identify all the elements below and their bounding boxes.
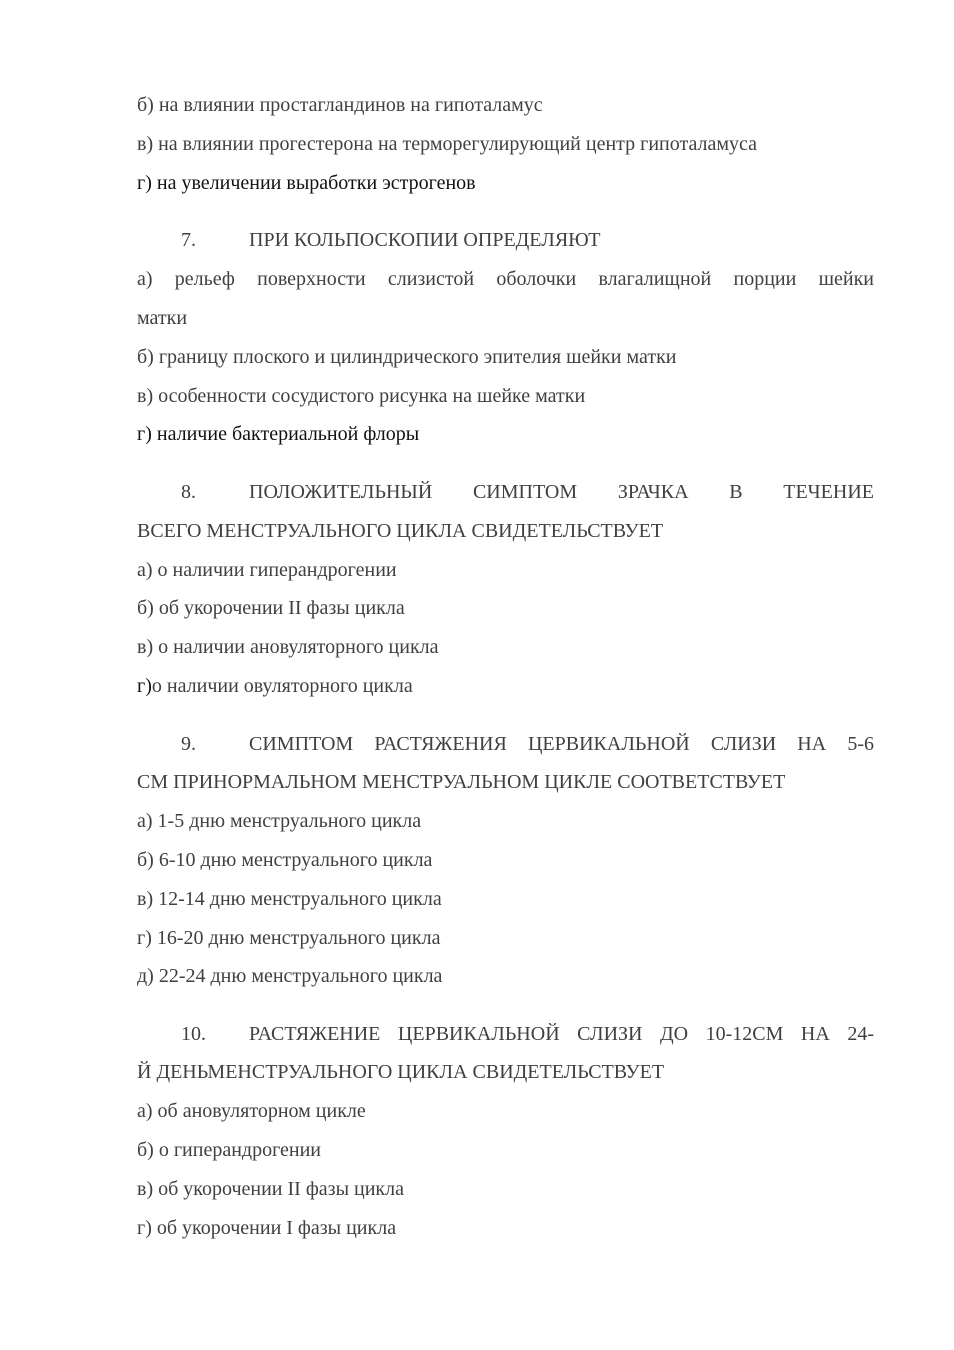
q9-option-a: а) 1-5 дню менструального цикла bbox=[137, 810, 422, 832]
q10-option-v: в) об укорочении II фазы цикла bbox=[137, 1178, 404, 1200]
q8-option-v: в) о наличии ановуляторного цикла bbox=[137, 636, 439, 658]
q9-option-d: д) 22-24 дню менструального цикла bbox=[137, 965, 443, 987]
q7-title: ПРИ КОЛЬПОСКОПИИ ОПРЕДЕЛЯЮТ bbox=[249, 229, 601, 251]
q10-title-line1: РАСТЯЖЕНИЕ ЦЕРВИКАЛЬНОЙ СЛИЗИ ДО 10-12СМ НА 24- bbox=[249, 1023, 874, 1045]
q10-heading-line1 bbox=[137, 1022, 874, 1046]
q9-heading-line1 bbox=[137, 732, 874, 756]
q8-title-line2: ВСЕГО МЕНСТРУАЛЬНОГО ЦИКЛА СВИДЕТЕЛЬСТВУЕТ bbox=[137, 520, 664, 542]
q8-option-g-text: о наличии овуляторного цикла bbox=[151, 675, 413, 697]
q9-option-b: б) 6-10 дню менструального цикла bbox=[137, 849, 433, 871]
q7-number: 7. bbox=[181, 229, 196, 251]
q6-option-v: в) на влиянии прогестерона на терморегулирующий центр гипоталамуса bbox=[137, 133, 758, 155]
q8-title-line1: ПОЛОЖИТЕЛЬНЫЙ СИМПТОМ ЗРАЧКА В ТЕЧЕНИЕ bbox=[249, 481, 874, 503]
q7-option-a-line2: матки bbox=[137, 307, 188, 329]
q8-number: 8. bbox=[181, 481, 196, 503]
q6-option-g: г) на увеличении выработки эстрогенов bbox=[137, 172, 476, 194]
q8-option-g-letter: г) bbox=[137, 675, 152, 697]
q9-title-line2: СМ ПРИНОРМАЛЬНОМ МЕНСТРУАЛЬНОМ ЦИКЛЕ СООТВЕТСТВУЕТ bbox=[137, 771, 786, 793]
q10-title-line2: Й ДЕНЬМЕНСТРУАЛЬНОГО ЦИКЛА СВИДЕТЕЛЬСТВУЕТ bbox=[137, 1061, 665, 1083]
q9-number: 9. bbox=[181, 733, 196, 755]
q8-option-a: а) о наличии гиперандрогении bbox=[137, 559, 397, 581]
q7-option-g: г) наличие бактериальной флоры bbox=[137, 423, 420, 445]
q10-option-g: г) об укорочении I фазы цикла bbox=[137, 1217, 397, 1239]
q10-option-b: б) о гиперандрогении bbox=[137, 1139, 322, 1161]
q7-option-v: в) особенности сосудистого рисунка на шейке матки bbox=[137, 385, 586, 407]
q10-option-a: а) об ановуляторном цикле bbox=[137, 1100, 366, 1122]
q6-option-b: б) на влиянии простагландинов на гипоталамус bbox=[137, 94, 543, 116]
q9-title-line1: СИМПТОМ РАСТЯЖЕНИЯ ЦЕРВИКАЛЬНОЙ СЛИЗИ НА 5-6 bbox=[249, 733, 874, 755]
q7-heading bbox=[137, 228, 874, 252]
q8-heading-line1 bbox=[137, 480, 874, 504]
q9-option-v: в) 12-14 дню менструального цикла bbox=[137, 888, 442, 910]
q10-number: 10. bbox=[181, 1023, 206, 1045]
q7-option-a-line1: а) рельеф поверхности слизистой оболочки влагалищной порции шейки bbox=[137, 268, 874, 290]
q8-option-g bbox=[137, 674, 874, 698]
q7-option-b: б) границу плоского и цилиндрического эпителия шейки матки bbox=[137, 346, 677, 368]
q8-option-b: б) об укорочении II фазы цикла bbox=[137, 597, 405, 619]
q9-option-g: г) 16-20 дню менструального цикла bbox=[137, 927, 441, 949]
